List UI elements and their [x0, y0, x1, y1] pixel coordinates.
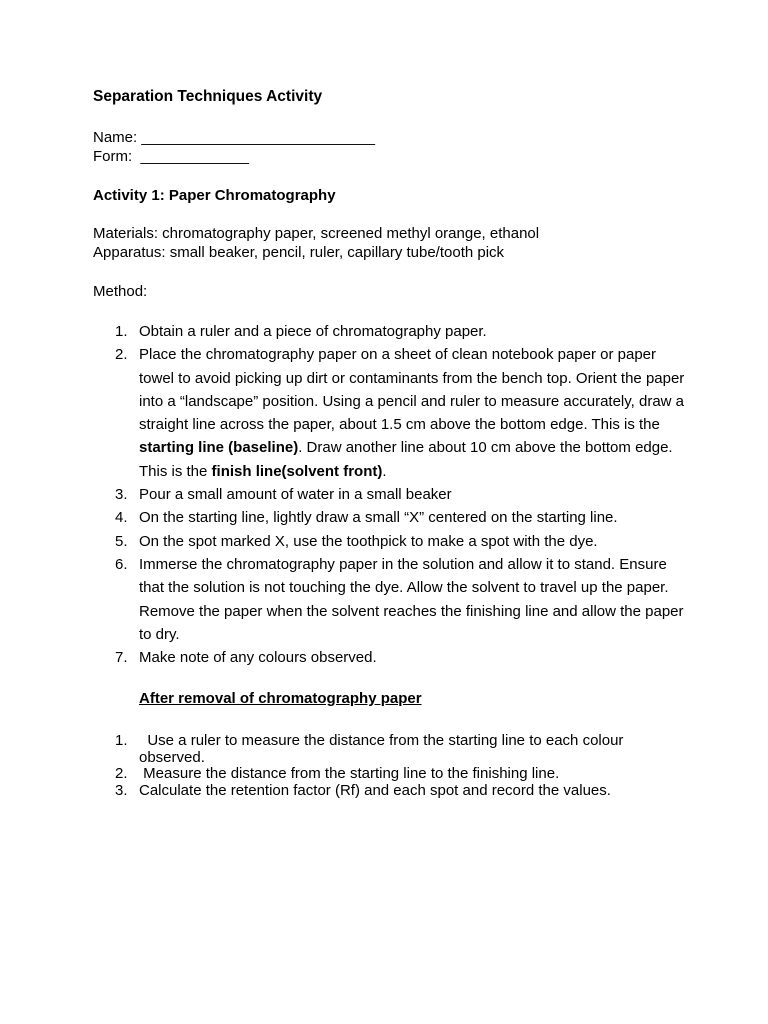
after-step-text: Measure the distance from the starting line to the finishing line. — [139, 765, 560, 783]
method-step — [93, 483, 693, 506]
after-step-number: 2. — [115, 765, 128, 783]
method-step-number: 5. — [115, 532, 128, 550]
after-step-text: Calculate the retention factor (Rf) and each spot and record the values. — [139, 781, 611, 799]
method-step — [93, 506, 693, 529]
method-step-text: Immerse the chromatography paper in the solution and allow it to stand. Ensure that the solution is not touching the dye. Allow the solvent to travel up the paper. Remove the paper when the solvent reaches the finishing line and allow the paper to dry. — [139, 555, 684, 643]
after-heading: After removal of chromatography paper — [139, 690, 422, 707]
name-field: Name: ____________________________ — [93, 129, 375, 146]
method-step-number: 3. — [115, 486, 128, 504]
method-step-text: . Draw another line about 10 cm above the bottom edge. This is the — [139, 439, 673, 480]
apparatus-line: Apparatus: small beaker, pencil, ruler, capillary tube/tooth pick — [93, 244, 505, 261]
method-step-text: On the starting line, lightly draw a small “X” centered on the starting line. — [139, 509, 618, 527]
method-step-number: 1. — [115, 323, 128, 340]
method-step-text: Make note of any colours observed. — [139, 649, 377, 667]
method-list — [93, 320, 693, 669]
method-step-text: Obtain a ruler and a piece of chromatography paper. — [139, 323, 487, 340]
method-step-bold-text: finish line(solvent front) — [211, 462, 383, 480]
method-step-number: 4. — [115, 509, 128, 527]
activity-heading: Activity 1: Paper Chromatography — [93, 187, 336, 204]
page-title: Separation Techniques Activity — [93, 88, 323, 105]
materials-line: Materials: chromatography paper, screened methyl orange, ethanol — [93, 225, 540, 242]
method-step-text: . — [382, 462, 387, 480]
method-step — [93, 553, 693, 646]
method-step-text: Place the chromatography paper on a sheet of clean notebook paper or paper towel to avoid picking up dirt or contaminants from the bench top. Orient the paper into a “landscape” position. Using a pencil and ruler to measure accurately, draw a straight line across the paper, about 1.5 cm above the bottom edge. This is the — [139, 346, 685, 434]
method-step — [93, 343, 693, 483]
after-step-number: 3. — [115, 781, 128, 799]
after-step — [93, 733, 693, 766]
method-label: Method: — [93, 283, 148, 300]
method-step — [93, 320, 693, 343]
after-step — [93, 783, 693, 800]
form-field: Form: _____________ — [93, 148, 249, 165]
method-step-text: Pour a small amount of water in a small beaker — [139, 486, 452, 504]
method-step-number: 6. — [115, 555, 128, 573]
method-step — [93, 646, 693, 669]
method-step — [93, 530, 693, 553]
method-step-bold-text: starting line (baseline) — [139, 439, 299, 457]
after-step — [93, 766, 693, 783]
method-step-number: 2. — [115, 346, 128, 364]
method-step-text: On the spot marked X, use the toothpick to make a spot with the dye. — [139, 532, 598, 550]
method-step-number: 7. — [115, 649, 128, 667]
after-step-text: Use a ruler to measure the distance from the starting line to each colour observed. — [139, 732, 628, 766]
after-step-number: 1. — [115, 732, 128, 749]
after-list — [93, 733, 693, 799]
